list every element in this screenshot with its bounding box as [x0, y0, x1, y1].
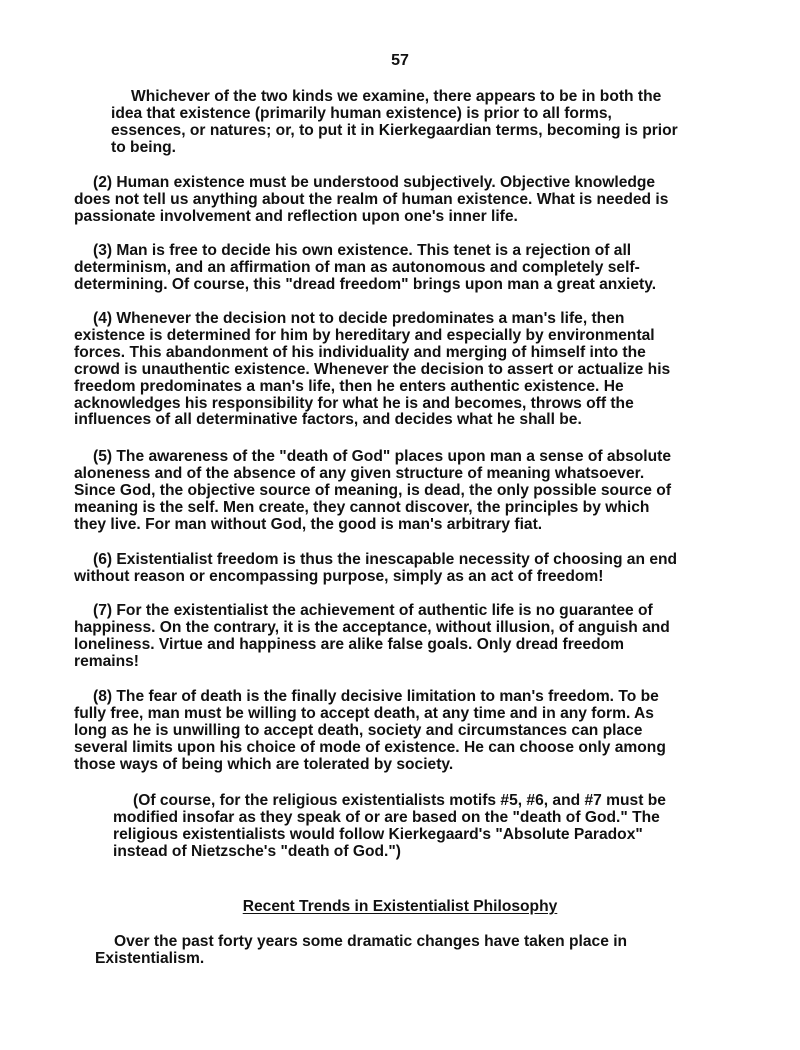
page-number: 57	[391, 52, 409, 69]
text-line: loneliness. Virtue and happiness are alike false goals. Only dread freedom	[74, 635, 625, 653]
text-line: (Of course, for the religious existentialists motifs #5, #6, and #7 must be	[133, 792, 666, 809]
text-line: fully free, man must be willing to accept death, at any time and in any form. As	[74, 704, 654, 722]
text-line: crowd is unauthentic existence. Whenever the decision to assert or actualize his	[74, 360, 671, 378]
text-line: influences of all determinative factors, and decides what he shall be.	[74, 411, 582, 429]
text-line: determining. Of course, this "dread freedom" brings upon man a great anxiety.	[74, 275, 657, 293]
paragraph-intro	[0, 89, 678, 157]
text-line: aloneness and of the absence of any given structure of meaning whatsoever.	[74, 464, 645, 482]
paragraph-motif-6	[0, 552, 677, 586]
paragraph-motif-3	[0, 243, 656, 294]
text-line: Whichever of the two kinds we examine, there appears to be in both the	[131, 88, 662, 105]
paragraph-religious-note	[0, 793, 666, 861]
text-line: Over the past forty years some dramatic changes have taken place in	[114, 933, 628, 950]
text-line: they live. For man without God, the good is man's arbitrary fiat.	[74, 515, 543, 533]
text-line: long as he is unwilling to accept death, society and circumstances can place	[74, 721, 643, 739]
text-line: freedom predominates a man's life, then he enters authentic existence. He	[74, 377, 624, 395]
text-line: to being.	[111, 138, 176, 156]
text-line: remains!	[74, 652, 140, 670]
text-line: instead of Nietzsche's "death of God.")	[113, 842, 401, 860]
paragraph-recent-trends	[0, 934, 627, 968]
text-line: essences, or natures; or, to put it in Kierkegaardian terms, becoming is prior	[111, 121, 678, 139]
text-line: (2) Human existence must be understood subjectively. Objective knowledge	[93, 174, 656, 191]
text-line: passionate involvement and reflection upon one's inner life.	[74, 207, 518, 225]
text-line: (5) The awareness of the "death of God" places upon man a sense of absolute	[93, 448, 672, 465]
text-line: Existentialism.	[95, 949, 205, 967]
section-heading-text: Recent Trends in Existentialist Philosophy	[242, 898, 558, 915]
text-line: happiness. On the contrary, it is the acceptance, without illusion, of anguish and	[74, 618, 670, 636]
text-line: religious existentialists would follow Kierkegaard's "Absolute Paradox"	[113, 825, 643, 843]
section-heading	[0, 898, 800, 916]
text-line: (4) Whenever the decision not to decide predominates a man's life, then	[93, 310, 625, 327]
text-line: does not tell us anything about the realm of human existence. What is needed is	[74, 190, 669, 208]
paragraph-motif-8	[0, 689, 666, 774]
text-line: determinism, and an affirmation of man as autonomous and completely self-	[74, 258, 640, 276]
text-line: (6) Existentialist freedom is thus the inescapable necessity of choosing an end	[93, 551, 678, 568]
text-line: meaning is the self. Men create, they cannot discover, the principles by which	[74, 498, 650, 516]
paragraph-motif-5	[0, 449, 671, 534]
text-line: without reason or encompassing purpose, simply as an act of freedom!	[74, 567, 604, 585]
paragraph-motif-4	[0, 311, 670, 429]
text-line: forces. This abandonment of his individuality and merging of himself into the	[74, 343, 646, 361]
text-line: those ways of being which are tolerated by society.	[74, 755, 454, 773]
text-line: modified insofar as they speak of or are based on the "death of God." The	[113, 808, 660, 826]
text-line: idea that existence (primarily human existence) is prior to all forms,	[111, 104, 612, 122]
paragraph-motif-2	[0, 175, 668, 226]
text-line: (7) For the existentialist the achievement of authentic life is no guarantee of	[93, 602, 653, 619]
text-line: Since God, the objective source of meaning, is dead, the only possible source of	[74, 481, 672, 499]
text-line: (8) The fear of death is the finally decisive limitation to man's freedom. To be	[93, 688, 659, 705]
text-line: (3) Man is free to decide his own existence. This tenet is a rejection of all	[93, 242, 632, 259]
text-line: acknowledges his responsibility for what he is and becomes, throws off the	[74, 394, 634, 412]
text-line: existence is determined for him by hereditary and especially by environmental	[74, 326, 655, 344]
paragraph-motif-7	[0, 603, 670, 671]
text-line: several limits upon his choice of mode of existence. He can choose only among	[74, 738, 666, 756]
